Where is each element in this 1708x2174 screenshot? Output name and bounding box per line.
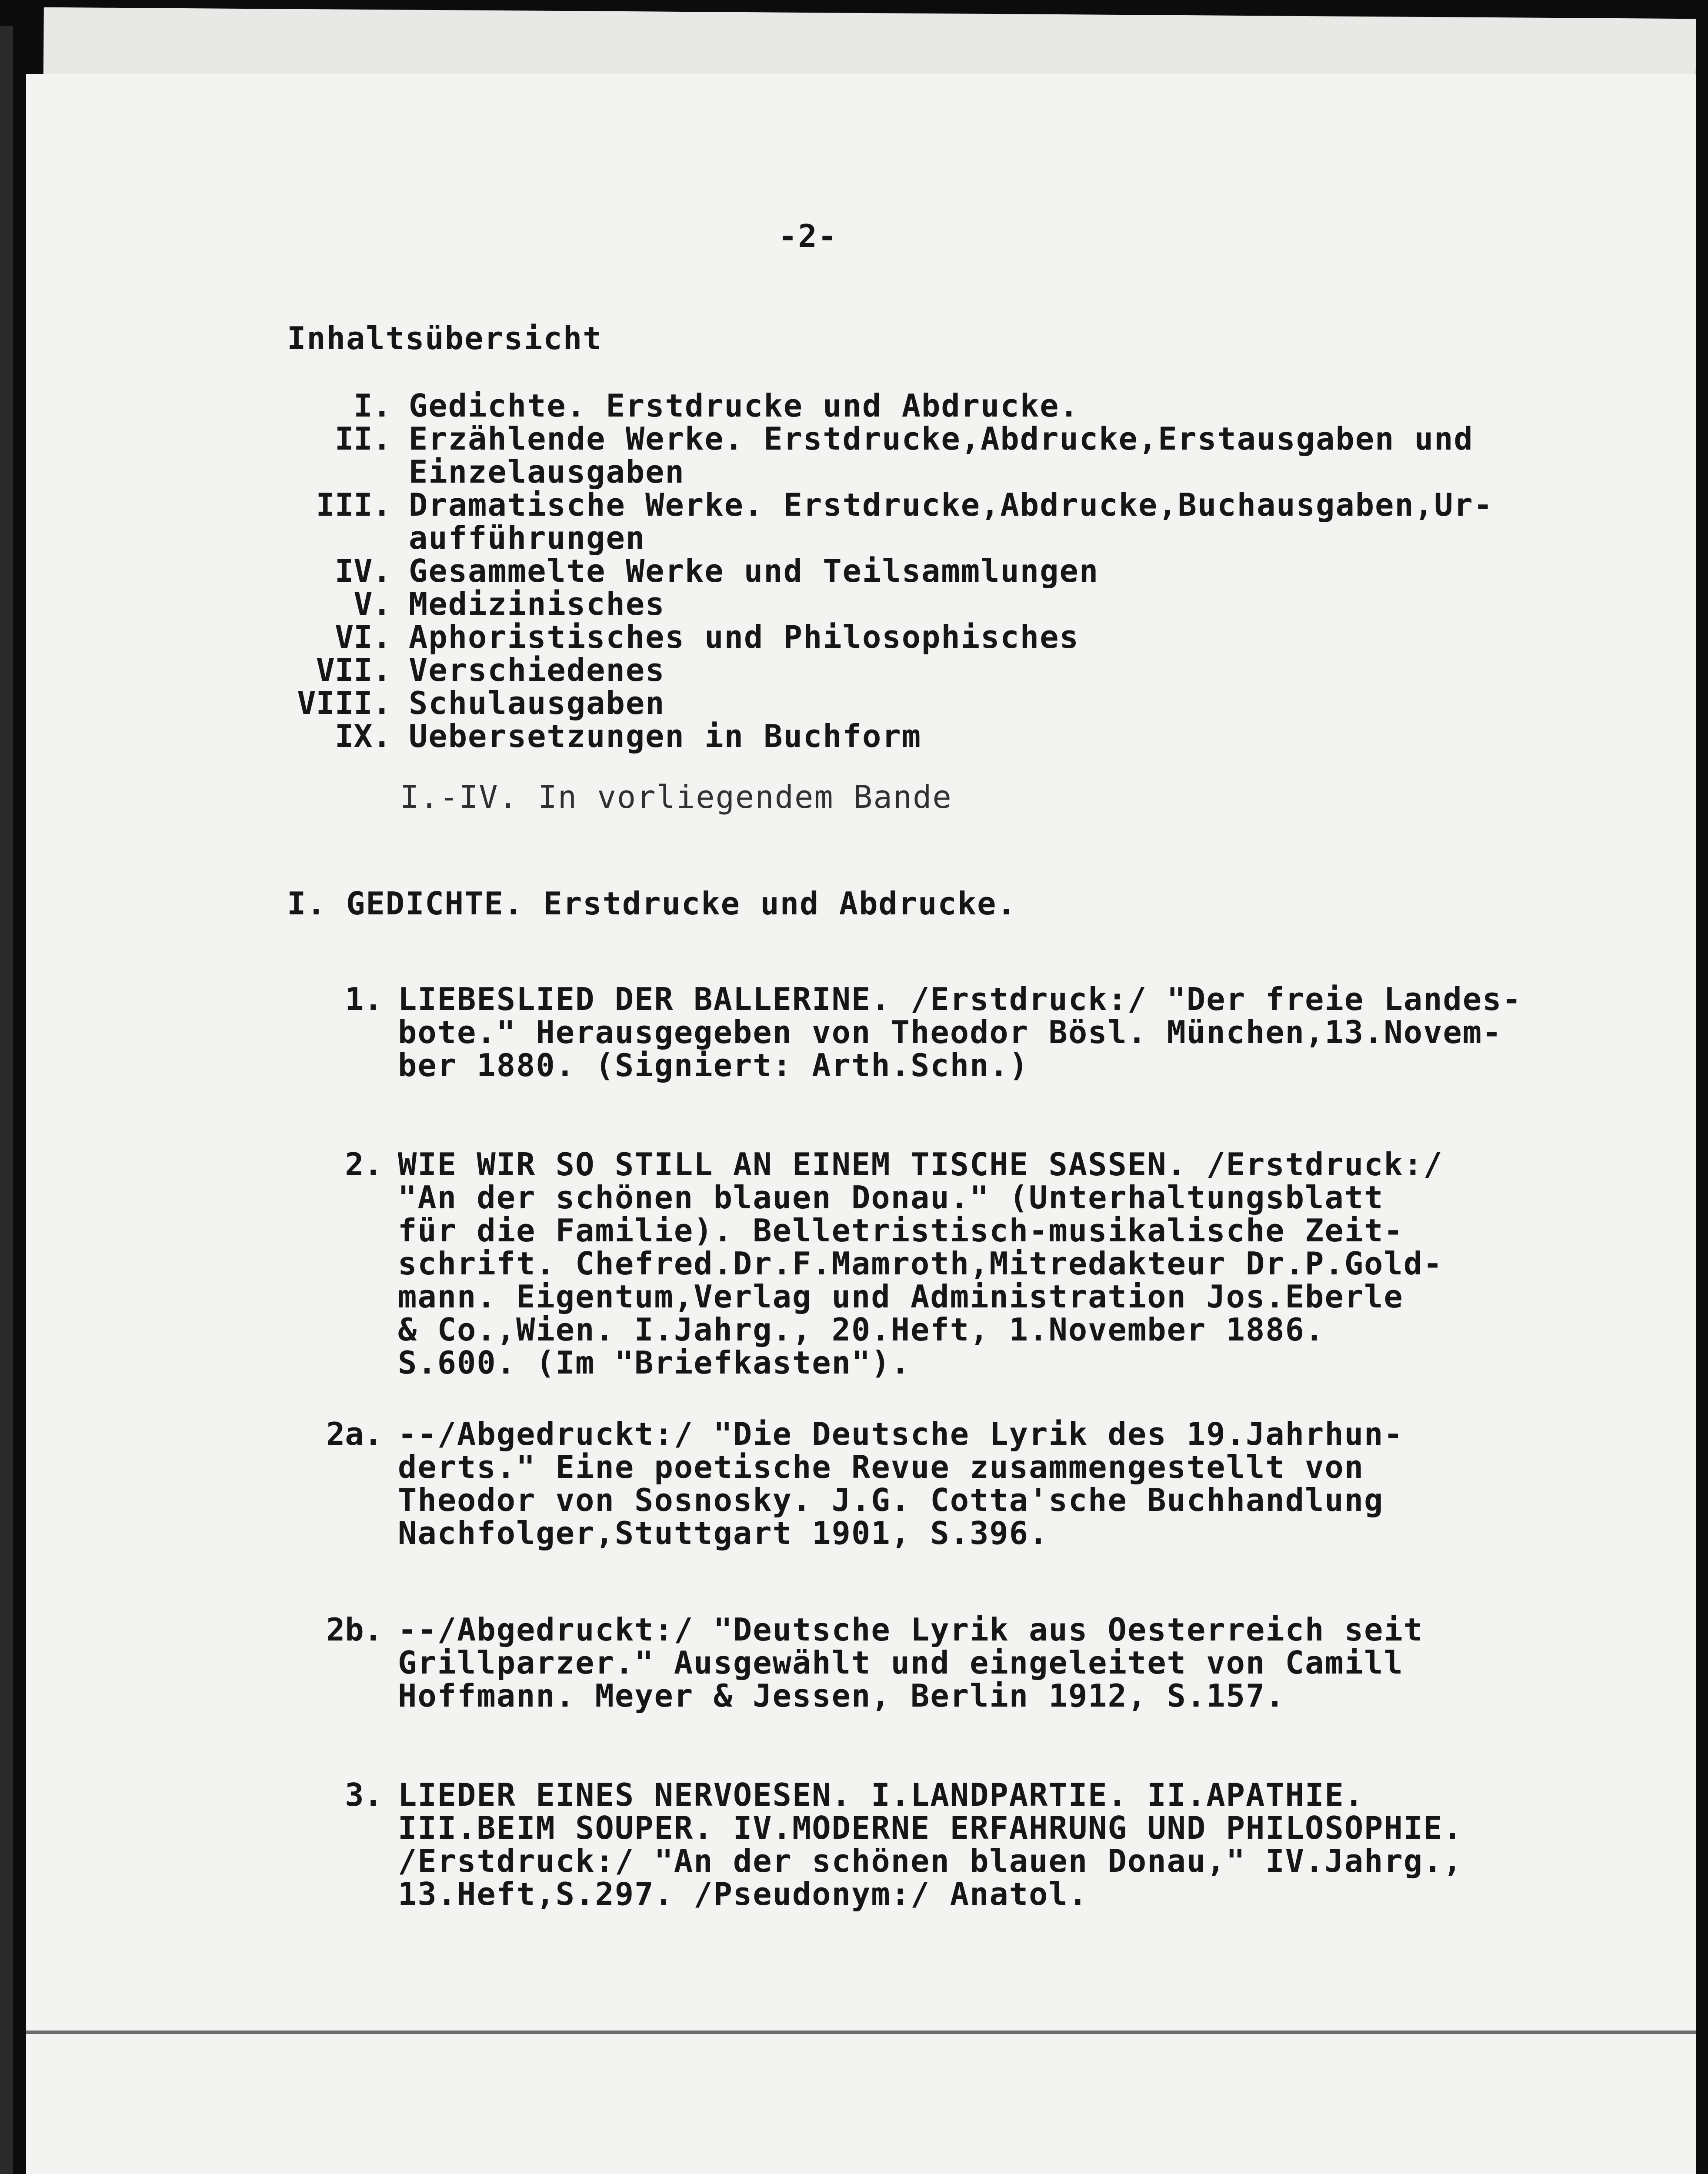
entry-line: schrift. Chefred.Dr.F.Mamroth,Mitredakteur Dr.P.Gold- [398,1245,1443,1282]
entry-line: Nachfolger,Stuttgart 1901, S.396. [398,1515,1049,1551]
entry-number: 2b. [326,1611,383,1648]
entry-number: 3. [345,1777,383,1813]
entry-number: 2a. [326,1416,383,1452]
toc-number: VI. [334,619,391,655]
toc-entry: Dramatische Werke. Erstdrucke,Abdrucke,Buchausgaben,Ur- [409,487,1494,523]
entry-line: 13.Heft,S.297. /Pseudonym:/ Anatol. [398,1876,1088,1912]
entry-line: für die Familie). Belletristisch-musikalische Zeit- [398,1212,1404,1249]
entry-line: Hoffmann. Meyer & Jessen, Berlin 1912, S.157. [398,1677,1285,1714]
toc-entry: aufführungen [409,520,646,556]
toc-entry: Erzählende Werke. Erstdrucke,Abdrucke,Erstausgaben und [409,420,1474,457]
toc-note: I.-IV. In vorliegendem Bande [400,779,952,815]
toc-entry: Gesammelte Werke und Teilsammlungen [409,553,1099,589]
toc-number: V. [354,586,391,622]
entry-line: Theodor von Sosnosky. J.G. Cotta'sche Buchhandlung [398,1482,1384,1518]
entry-line: WIE WIR SO STILL AN EINEM TISCHE SASSEN. /Erstdruck:/ [398,1146,1443,1183]
entry-line: derts." Eine poetische Revue zusammengestellt von [398,1449,1364,1485]
toc-heading: Inhaltsübersicht [287,320,603,357]
entry-line: ber 1880. (Signiert: Arth.Schn.) [398,1047,1029,1084]
entry-line: LIEBESLIED DER BALLERINE. /Erstdruck:/ "Der freie Landes- [398,981,1522,1017]
toc-number: III. [316,487,391,523]
entry-line: /Erstdruck:/ "An der schönen blauen Donau," IV.Jahrg., [398,1843,1463,1879]
toc-number: II. [334,420,391,457]
entry-line: Grillparzer." Ausgewählt und eingeleitet von Camill [398,1644,1404,1681]
entry-line: III.BEIM SOUPER. IV.MODERNE ERFAHRUNG UND PHILOSOPHIE. [398,1810,1463,1846]
toc-number: VIII. [297,685,391,721]
page-fold-line [26,2031,1696,2034]
entry-line: "An der schönen blauen Donau." (Unterhaltungsblatt [398,1179,1384,1216]
entry-line: bote." Herausgegeben von Theodor Bösl. München,13.Novem- [398,1014,1502,1050]
toc-entry: Medizinisches [409,586,665,622]
entry-line: --/Abgedruckt:/ "Die Deutsche Lyrik des 19.Jahrhun- [398,1416,1404,1452]
toc-entry: Schulausgaben [409,685,665,721]
binding-edge [0,26,13,2174]
entry-line: S.600. (Im "Briefkasten"). [398,1344,911,1381]
toc-entry: Aphoristisches und Philosophisches [409,619,1079,655]
toc-number: I. [354,387,391,424]
entry-number: 2. [345,1146,383,1183]
toc-number: IV. [334,553,391,589]
toc-entry: Gedichte. Erstdrucke und Abdrucke. [409,387,1079,424]
toc-entry: Verschiedenes [409,652,665,688]
toc-entry: Uebersetzungen in Buchform [409,718,922,754]
entry-line: LIEDER EINES NERVOESEN. I.LANDPARTIE. II.APATHIE. [398,1777,1364,1813]
section-heading: I. GEDICHTE. Erstdrucke und Abdrucke. [287,885,1017,922]
entry-line: mann. Eigentum,Verlag und Administration Jos.Eberle [398,1278,1404,1315]
toc-number: VII. [316,652,391,688]
entry-line: --/Abgedruckt:/ "Deutsche Lyrik aus Oesterreich seit [398,1611,1424,1648]
entry-line: & Co.,Wien. I.Jahrg., 20.Heft, 1.November 1886. [398,1311,1325,1348]
toc-entry: Einzelausgaben [409,453,685,490]
toc-number: IX. [334,718,391,754]
page-number: -2- [778,218,838,254]
entry-number: 1. [345,981,383,1017]
